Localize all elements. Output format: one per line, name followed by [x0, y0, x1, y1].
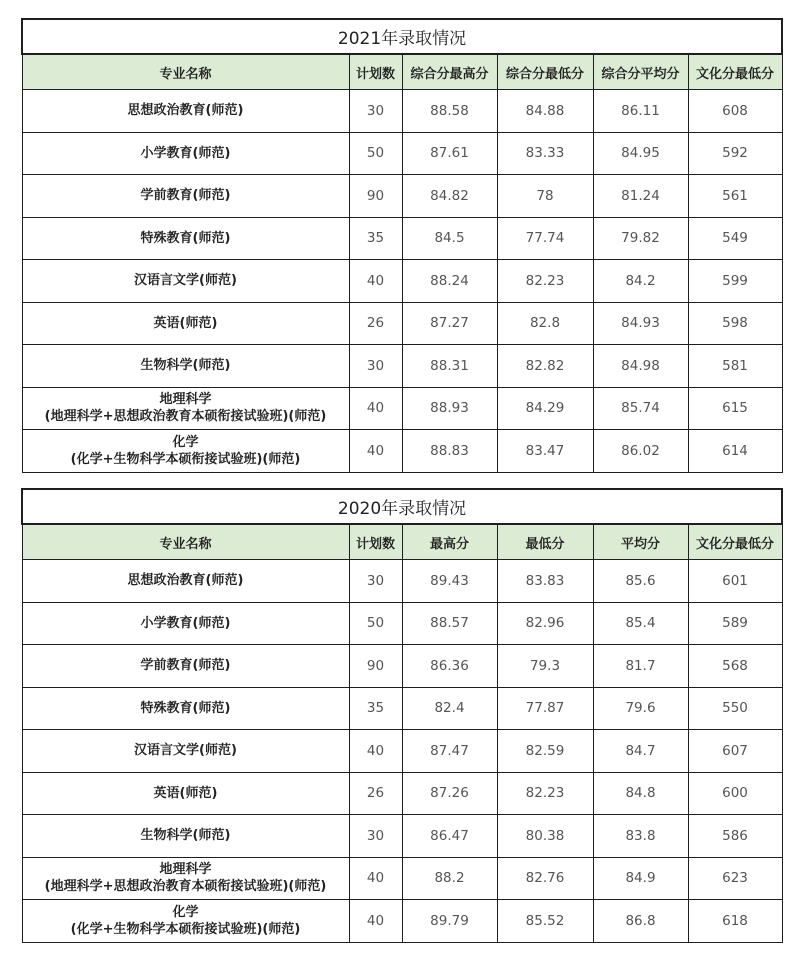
table-row	[22, 132, 782, 175]
culture-min-cell: 598	[688, 302, 782, 345]
major-subtitle: (化学+生物科学本硕衔接试验班)(师范)	[70, 921, 301, 937]
plan-cell: 40	[349, 857, 402, 900]
major-subtitle: (化学+生物科学本硕衔接试验班)(师范)	[70, 451, 301, 467]
plan-cell: 30	[349, 345, 402, 388]
column-header-avg: 平均分	[593, 524, 688, 560]
major-name: 英语(师范)	[153, 785, 218, 801]
avg-score-cell: 84.8	[593, 772, 688, 815]
culture-min-cell: 550	[688, 687, 782, 730]
avg-score-cell: 83.8	[593, 815, 688, 858]
table-title: 2021年录取情况	[22, 19, 782, 54]
min-score-cell: 82.82	[497, 345, 593, 388]
header-row	[22, 524, 782, 560]
table-row	[22, 815, 782, 858]
max-score-cell: 87.26	[402, 772, 497, 815]
table-row	[22, 175, 782, 218]
avg-score-cell: 79.6	[593, 687, 688, 730]
major-subtitle: (地理科学+思想政治教育本硕衔接试验班)(师范)	[44, 409, 327, 425]
culture-min-cell: 615	[688, 387, 782, 430]
max-score-cell: 87.27	[402, 302, 497, 345]
max-score-cell: 88.31	[402, 345, 497, 388]
max-score-cell: 88.24	[402, 260, 497, 303]
major-cell	[22, 602, 349, 645]
table-row	[22, 645, 782, 688]
culture-min-cell: 600	[688, 772, 782, 815]
major-cell	[22, 857, 349, 900]
table-row	[22, 345, 782, 388]
culture-min-cell: 592	[688, 132, 782, 175]
column-header-min: 最低分	[497, 524, 593, 560]
column-header-max: 最高分	[402, 524, 497, 560]
major-cell	[22, 730, 349, 773]
major-cell	[22, 175, 349, 218]
avg-score-cell: 86.11	[593, 90, 688, 133]
min-score-cell: 83.47	[497, 430, 593, 473]
admission-table-2020	[21, 488, 781, 943]
column-header-major: 专业名称	[22, 524, 349, 560]
avg-score-cell: 84.2	[593, 260, 688, 303]
major-name: 特殊教育(师范)	[140, 230, 231, 246]
plan-cell: 50	[349, 132, 402, 175]
avg-score-cell: 81.7	[593, 645, 688, 688]
max-score-cell: 86.47	[402, 815, 497, 858]
avg-score-cell: 85.74	[593, 387, 688, 430]
min-score-cell: 85.52	[497, 900, 593, 943]
admission-table	[21, 18, 783, 473]
min-score-cell: 82.96	[497, 602, 593, 645]
major-cell	[22, 772, 349, 815]
major-cell	[22, 900, 349, 943]
plan-cell: 40	[349, 387, 402, 430]
major-name: 地理科学	[159, 392, 212, 408]
major-cell	[22, 302, 349, 345]
plan-cell: 26	[349, 772, 402, 815]
major-cell	[22, 90, 349, 133]
admission-table	[21, 488, 783, 943]
culture-min-cell: 614	[688, 430, 782, 473]
avg-score-cell: 81.24	[593, 175, 688, 218]
culture-min-cell: 586	[688, 815, 782, 858]
plan-cell: 40	[349, 430, 402, 473]
major-cell	[22, 217, 349, 260]
table-row	[22, 730, 782, 773]
min-score-cell: 83.83	[497, 560, 593, 603]
plan-cell: 35	[349, 687, 402, 730]
table-row	[22, 857, 782, 900]
min-score-cell: 84.29	[497, 387, 593, 430]
table-row	[22, 772, 782, 815]
column-header-avg: 综合分平均分	[593, 54, 688, 90]
max-score-cell: 88.2	[402, 857, 497, 900]
major-cell	[22, 430, 349, 473]
major-cell	[22, 560, 349, 603]
major-name: 化学	[172, 434, 199, 450]
max-score-cell: 82.4	[402, 687, 497, 730]
major-name: 英语(师范)	[153, 315, 218, 331]
min-score-cell: 82.8	[497, 302, 593, 345]
major-cell	[22, 387, 349, 430]
major-name: 生物科学(师范)	[140, 358, 231, 374]
admission-table-2021	[21, 18, 781, 473]
major-name: 学前教育(师范)	[140, 658, 231, 674]
table-row	[22, 687, 782, 730]
major-name: 思想政治教育(师范)	[127, 103, 244, 119]
culture-min-cell: 607	[688, 730, 782, 773]
table-row	[22, 900, 782, 943]
min-score-cell: 77.74	[497, 217, 593, 260]
major-cell	[22, 815, 349, 858]
plan-cell: 35	[349, 217, 402, 260]
plan-cell: 90	[349, 645, 402, 688]
column-header-plan: 计划数	[349, 54, 402, 90]
culture-min-cell: 623	[688, 857, 782, 900]
table-row	[22, 430, 782, 473]
major-name: 小学教育(师范)	[140, 615, 231, 631]
plan-cell: 26	[349, 302, 402, 345]
plan-cell: 40	[349, 730, 402, 773]
min-score-cell: 82.59	[497, 730, 593, 773]
major-cell	[22, 132, 349, 175]
avg-score-cell: 86.8	[593, 900, 688, 943]
max-score-cell: 88.93	[402, 387, 497, 430]
table-body	[22, 560, 782, 943]
major-name: 化学	[172, 904, 199, 920]
major-name: 学前教育(师范)	[140, 188, 231, 204]
plan-cell: 30	[349, 815, 402, 858]
min-score-cell: 83.33	[497, 132, 593, 175]
max-score-cell: 87.47	[402, 730, 497, 773]
major-cell	[22, 687, 349, 730]
min-score-cell: 84.88	[497, 90, 593, 133]
culture-min-cell: 568	[688, 645, 782, 688]
major-cell	[22, 345, 349, 388]
culture-min-cell: 581	[688, 345, 782, 388]
avg-score-cell: 85.6	[593, 560, 688, 603]
major-name: 地理科学	[159, 862, 212, 878]
avg-score-cell: 86.02	[593, 430, 688, 473]
major-subtitle: (地理科学+思想政治教育本硕衔接试验班)(师范)	[44, 879, 327, 895]
avg-score-cell: 79.82	[593, 217, 688, 260]
column-header-culture-min: 文化分最低分	[688, 54, 782, 90]
table-row	[22, 560, 782, 603]
major-name: 生物科学(师范)	[140, 828, 231, 844]
major-cell	[22, 260, 349, 303]
max-score-cell: 88.83	[402, 430, 497, 473]
min-score-cell: 82.76	[497, 857, 593, 900]
culture-min-cell: 589	[688, 602, 782, 645]
column-header-max: 综合分最高分	[402, 54, 497, 90]
culture-min-cell: 601	[688, 560, 782, 603]
plan-cell: 90	[349, 175, 402, 218]
column-header-plan: 计划数	[349, 524, 402, 560]
major-name: 特殊教育(师范)	[140, 700, 231, 716]
table-title: 2020年录取情况	[22, 489, 782, 524]
plan-cell: 30	[349, 90, 402, 133]
major-cell	[22, 645, 349, 688]
culture-min-cell: 599	[688, 260, 782, 303]
avg-score-cell: 85.4	[593, 602, 688, 645]
culture-min-cell: 549	[688, 217, 782, 260]
column-header-min: 综合分最低分	[497, 54, 593, 90]
avg-score-cell: 84.95	[593, 132, 688, 175]
culture-min-cell: 618	[688, 900, 782, 943]
table-row	[22, 602, 782, 645]
plan-cell: 40	[349, 900, 402, 943]
max-score-cell: 86.36	[402, 645, 497, 688]
min-score-cell: 78	[497, 175, 593, 218]
plan-cell: 40	[349, 260, 402, 303]
avg-score-cell: 84.93	[593, 302, 688, 345]
table-row	[22, 90, 782, 133]
table-row	[22, 217, 782, 260]
major-name: 思想政治教育(师范)	[127, 573, 244, 589]
header-row	[22, 54, 782, 90]
max-score-cell: 88.57	[402, 602, 497, 645]
major-name: 汉语言文学(师范)	[134, 743, 237, 759]
table-row	[22, 302, 782, 345]
column-header-culture-min: 文化分最低分	[688, 524, 782, 560]
avg-score-cell: 84.98	[593, 345, 688, 388]
culture-min-cell: 561	[688, 175, 782, 218]
plan-cell: 30	[349, 560, 402, 603]
table-row	[22, 260, 782, 303]
culture-min-cell: 608	[688, 90, 782, 133]
table-row	[22, 387, 782, 430]
max-score-cell: 84.82	[402, 175, 497, 218]
major-name: 小学教育(师范)	[140, 145, 231, 161]
min-score-cell: 77.87	[497, 687, 593, 730]
major-name: 汉语言文学(师范)	[134, 273, 237, 289]
min-score-cell: 82.23	[497, 260, 593, 303]
max-score-cell: 89.43	[402, 560, 497, 603]
max-score-cell: 87.61	[402, 132, 497, 175]
max-score-cell: 89.79	[402, 900, 497, 943]
min-score-cell: 82.23	[497, 772, 593, 815]
table-body	[22, 90, 782, 473]
min-score-cell: 79.3	[497, 645, 593, 688]
avg-score-cell: 84.7	[593, 730, 688, 773]
column-header-major: 专业名称	[22, 54, 349, 90]
avg-score-cell: 84.9	[593, 857, 688, 900]
plan-cell: 50	[349, 602, 402, 645]
max-score-cell: 84.5	[402, 217, 497, 260]
max-score-cell: 88.58	[402, 90, 497, 133]
min-score-cell: 80.38	[497, 815, 593, 858]
